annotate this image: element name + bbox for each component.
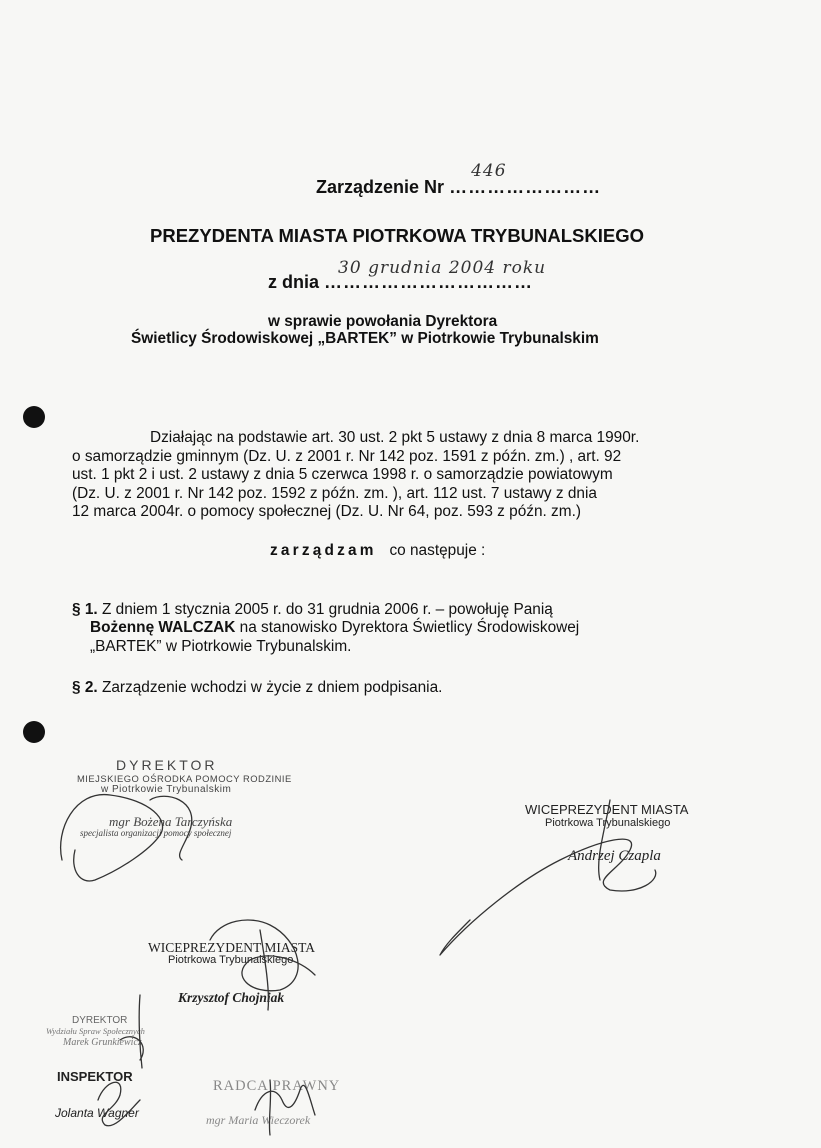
legal-basis-line-2: o samorządzie gminnym (Dz. U. z 2001 r. Nr 142 poz. 1591 z późn. zm.) , art. 92: [72, 448, 622, 465]
legal-stamp-title: RADCA PRAWNY: [213, 1078, 341, 1094]
decree-date: 30 grudnia 2004 roku: [338, 258, 547, 278]
legal-basis-line-5: 12 marca 2004r. o pomocy społecznej (Dz. U. Nr 64, poz. 593 z późn. zm.): [72, 503, 581, 520]
legal-basis-line-3: ust. 1 pkt 2 i ust. 2 ustawy z dnia 5 czerwca 1998 r. o samorządzie powiatowym: [72, 466, 613, 483]
paragraph-1-text: Z dniem 1 stycznia 2005 r. do 31 grudnia 2006 r. – powołuję Panią: [101, 601, 553, 618]
vp1-stamp-title: WICEPREZYDENT MIASTA: [525, 802, 689, 817]
paragraph-1-mark: § 1.: [72, 601, 98, 618]
paragraph-2-mark: § 2.: [72, 679, 98, 696]
dept-stamp-name: Marek Grunkiewicz: [63, 1037, 142, 1048]
vp1-stamp-name: Andrzej Czapla: [568, 848, 661, 864]
dept-stamp-org: Wydziału Spraw Społecznych: [46, 1026, 145, 1036]
date-dots: …………………………… 30 grudnia 2004 roku: [324, 258, 547, 292]
paragraph-1-line-1: [72, 600, 553, 619]
director-stamp-city: w Piotrkowie Trybunalskim: [101, 784, 232, 795]
decree-line: [270, 541, 485, 560]
subject-line-1: w sprawie powołania Dyrektora: [268, 313, 498, 330]
date-line: [268, 258, 547, 293]
paragraph-2-text: Zarządzenie wchodzi w życie z dniem podpisania.: [101, 679, 443, 696]
vp2-stamp-city: Piotrkowa Trybunalskiego: [168, 954, 294, 966]
paragraph-1-line-2-text: na stanowisko Dyrektora Świetlicy Środowiskowej: [239, 619, 580, 636]
director-stamp-org: MIEJSKIEGO OŚRODKA POMOCY RODZINIE: [77, 773, 292, 784]
paragraph-2: [72, 678, 442, 697]
appointee-name: Bożennę WALCZAK: [90, 619, 236, 636]
date-prefix: z dnia: [268, 272, 320, 292]
issuing-authority: PREZYDENTA MIASTA PIOTRKOWA TRYBUNALSKIEGO: [150, 225, 645, 246]
inspector-stamp-title: INSPEKTOR: [57, 1069, 133, 1084]
punch-hole-top: [23, 406, 45, 428]
vp1-stamp-city: Piotrkowa Trybunalskiego: [545, 817, 671, 829]
document-title: [316, 161, 602, 198]
title-dots: …………………… 446: [449, 161, 602, 197]
legal-basis-line-1: Działając na podstawie art. 30 ust. 2 pkt 5 ustawy z dnia 8 marca 1990r.: [150, 429, 640, 446]
decree-rest: co następuje :: [389, 542, 486, 559]
title-prefix: Zarządzenie Nr: [316, 177, 445, 197]
paragraph-1-line-2: [90, 618, 579, 637]
subject-line-2: Świetlicy Środowiskowej „BARTEK” w Piotrkowie Trybunalskim: [131, 330, 599, 347]
punch-hole-bottom: [23, 721, 45, 743]
legal-basis-line-4: (Dz. U. z 2001 r. Nr 142 poz. 1592 z późn. zm. ), art. 112 ust. 7 ustawy z dnia: [72, 485, 597, 502]
vp2-stamp-title: WICEPREZYDENT MIASTA: [148, 940, 316, 955]
legal-stamp-name: mgr Maria Wieczorek: [206, 1113, 311, 1127]
paragraph-1-line-3: „BARTEK” w Piotrkowie Trybunalskim.: [90, 638, 352, 655]
director-stamp-name: mgr Bożena Tarczyńska: [109, 814, 233, 829]
dept-stamp-title: DYREKTOR: [72, 1015, 128, 1026]
director-stamp-title: DYREKTOR: [116, 757, 218, 773]
decree-word: zarządzam: [270, 542, 377, 559]
vp2-stamp-name: Krzysztof Chojniak: [178, 990, 285, 1005]
inspector-stamp-name: Jolanta Wagner: [55, 1106, 139, 1120]
decree-number: 446: [471, 161, 507, 181]
director-stamp-role: specjalista organizacji pomocy społecznej: [80, 828, 232, 838]
